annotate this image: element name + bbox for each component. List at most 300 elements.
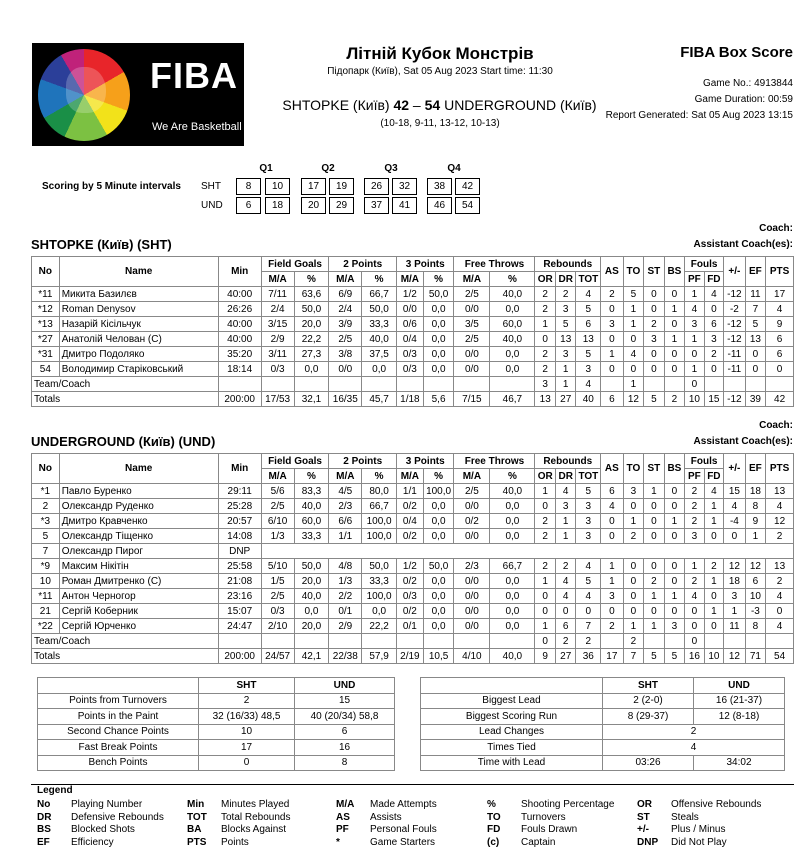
- player-cell: 6: [555, 619, 576, 634]
- player-cell: 1: [745, 529, 766, 544]
- player-cell: 2: [766, 574, 794, 589]
- legend-description: Turnovers: [521, 811, 566, 823]
- player-cell: 0,0: [490, 347, 535, 362]
- player-cell: 5/6: [261, 484, 294, 499]
- team-coach-cell: 3: [535, 377, 556, 392]
- player-cell: 0,0: [423, 604, 454, 619]
- player-cell: 21: [32, 604, 60, 619]
- summary-label: Second Chance Points: [38, 724, 199, 740]
- player-cell: 3: [601, 317, 624, 332]
- player-cell: 4/8: [329, 559, 362, 574]
- player-cell: 0,0: [294, 604, 329, 619]
- player-cell: 3: [724, 589, 746, 604]
- summary-label: Points in the Paint: [38, 709, 199, 725]
- player-cell: 2/5: [454, 484, 490, 499]
- summary-value-away: 16: [295, 740, 395, 756]
- legend-item: [336, 812, 402, 823]
- player-cell: 1/3: [261, 529, 294, 544]
- player-cell: 0: [704, 302, 724, 317]
- summary-row: [38, 740, 395, 756]
- player-cell: 18: [724, 574, 746, 589]
- player-cell: *27: [32, 332, 60, 347]
- player-cell: 0/0: [454, 604, 490, 619]
- player-cell: 2/9: [329, 619, 362, 634]
- col-fouls-header: Fouls: [685, 454, 724, 469]
- totals-cell: 10,5: [423, 649, 454, 664]
- player-name: Максим Нікітін: [59, 559, 218, 574]
- legend-item: [37, 812, 164, 823]
- legend-item: [487, 812, 566, 823]
- player-cell: 2: [685, 574, 704, 589]
- legend-item: [37, 824, 135, 835]
- player-name: Олександр Пирог: [59, 544, 218, 559]
- player-cell: -12: [724, 332, 746, 347]
- legend-title: Legend: [37, 785, 73, 796]
- player-cell: 6: [766, 347, 794, 362]
- player-cell: 0: [644, 347, 665, 362]
- player-cell: 4: [576, 559, 601, 574]
- legend-description: Shooting Percentage: [521, 799, 615, 810]
- player-cell: *12: [32, 302, 60, 317]
- summary-label: Fast Break Points: [38, 740, 199, 756]
- summary-value-home: 03:26: [603, 755, 694, 771]
- player-cell: 3: [704, 332, 724, 347]
- subcol-header: PF: [685, 272, 704, 287]
- player-cell: 4: [623, 347, 644, 362]
- player-cell: 4: [601, 499, 624, 514]
- summary-header-row: [38, 678, 395, 694]
- player-cell: 0: [601, 362, 624, 377]
- summary-value-away: 34:02: [694, 755, 785, 771]
- team-coach-cell: [218, 634, 261, 649]
- assistant-coach-label-away: Assistant Coach(es):: [693, 436, 793, 447]
- col-fouls-header: Fouls: [685, 257, 724, 272]
- player-cell: 2/3: [454, 559, 490, 574]
- totals-cell: 7/15: [454, 392, 490, 407]
- player-cell: 0/3: [261, 362, 294, 377]
- player-cell: 2: [644, 317, 665, 332]
- player-cell: 2: [685, 484, 704, 499]
- player-cell: 1: [623, 317, 644, 332]
- player-row: [32, 574, 794, 589]
- player-cell: 0,0: [423, 529, 454, 544]
- subcol-header: M/A: [397, 469, 424, 484]
- player-cell: 0/6: [397, 317, 424, 332]
- interval-score-cell: 42: [455, 178, 480, 195]
- totals-cell: 10: [704, 649, 724, 664]
- legend-description: Steals: [671, 811, 699, 823]
- player-cell: 0: [601, 302, 624, 317]
- summary-row: [38, 724, 395, 740]
- home-score: 42: [393, 97, 410, 113]
- legend-key: AS: [336, 811, 350, 823]
- player-cell: 3: [555, 347, 576, 362]
- player-cell: 0: [601, 332, 624, 347]
- player-cell: *9: [32, 559, 60, 574]
- report-generated: Report Generated: Sat 05 Aug 2023 13:15: [605, 110, 793, 121]
- legend-item: [187, 812, 291, 823]
- player-cell: 83,3: [294, 484, 329, 499]
- player-cell: 9: [745, 514, 766, 529]
- player-cell: 4: [576, 589, 601, 604]
- player-cell: 60,0: [294, 514, 329, 529]
- player-cell: 6: [576, 317, 601, 332]
- summary-header: UND: [295, 678, 395, 694]
- legend-description: Made Attempts: [370, 799, 437, 810]
- legend-description: Blocked Shots: [71, 824, 135, 835]
- totals-cell: 24/57: [261, 649, 294, 664]
- team-coach-cell: [704, 377, 724, 392]
- player-cell: 1: [644, 589, 665, 604]
- summary-value-away: 6: [295, 724, 395, 740]
- player-cell: 0: [724, 529, 746, 544]
- player-cell: 0,0: [490, 362, 535, 377]
- player-cell: 29:11: [218, 484, 261, 499]
- team-coach-cell: 4: [576, 377, 601, 392]
- player-row: [32, 484, 794, 499]
- player-cell: 3: [576, 499, 601, 514]
- player-cell: 0,0: [423, 619, 454, 634]
- summary-value-home: 8 (29-37): [603, 709, 694, 725]
- legend-description: Plus / Minus: [671, 824, 726, 835]
- totals-cell: 10: [685, 392, 704, 407]
- player-cell: 4: [555, 484, 576, 499]
- player-cell: 23:16: [218, 589, 261, 604]
- team-coach-cell: 2: [555, 634, 576, 649]
- summary-value-away: 16 (21-37): [694, 693, 785, 709]
- player-cell: 60,0: [490, 317, 535, 332]
- player-cell: 0: [644, 559, 665, 574]
- team-coach-cell: [704, 634, 724, 649]
- totals-cell: 17: [601, 649, 624, 664]
- player-cell: 7: [32, 544, 60, 559]
- player-cell: 0,0: [423, 332, 454, 347]
- player-cell: 1: [623, 514, 644, 529]
- summary-label: Time with Lead: [421, 755, 603, 771]
- subcol-header: PF: [685, 469, 704, 484]
- subcol-header: DR: [555, 469, 576, 484]
- player-cell: 0: [664, 604, 685, 619]
- player-cell: 3: [555, 302, 576, 317]
- team-coach-cell: [745, 634, 766, 649]
- team-coach-label: Team/Coach: [32, 377, 219, 392]
- player-cell: 1: [535, 574, 556, 589]
- player-cell: 2: [32, 499, 60, 514]
- summary-value-away: 40 (20/34) 58,8: [295, 709, 395, 725]
- totals-cell: 9: [535, 649, 556, 664]
- player-cell: 0,0: [423, 499, 454, 514]
- player-cell: 0/2: [397, 499, 424, 514]
- player-cell: 0,0: [490, 574, 535, 589]
- player-cell: *31: [32, 347, 60, 362]
- summary-row: [421, 724, 785, 740]
- player-cell: 0/0: [454, 347, 490, 362]
- team-coach-cell: [644, 634, 665, 649]
- player-cell: 1: [644, 619, 665, 634]
- player-cell: 40,0: [294, 589, 329, 604]
- team-coach-cell: 0: [685, 634, 704, 649]
- player-cell: 20,0: [294, 619, 329, 634]
- player-cell: 0: [664, 362, 685, 377]
- player-cell: 11: [724, 619, 746, 634]
- player-cell: 35:20: [218, 347, 261, 362]
- player-row: [32, 302, 794, 317]
- col-min-header: Min: [218, 454, 261, 484]
- player-cell: 0: [685, 619, 704, 634]
- player-cell: 1: [664, 514, 685, 529]
- player-cell: 5: [32, 529, 60, 544]
- totals-cell: 5: [644, 649, 665, 664]
- player-cell: 0: [704, 619, 724, 634]
- player-cell: 0/2: [454, 514, 490, 529]
- subcol-header: M/A: [454, 272, 490, 287]
- player-cell: 2/5: [329, 332, 362, 347]
- subcol-header: OR: [535, 272, 556, 287]
- interval-score-cell: 54: [455, 197, 480, 214]
- legend-key: TO: [487, 811, 501, 823]
- legend-key: PF: [336, 824, 349, 835]
- team-coach-cell: [261, 634, 294, 649]
- subcol-header: M/A: [329, 469, 362, 484]
- player-cell: 0,0: [423, 317, 454, 332]
- player-cell: 0/0: [454, 362, 490, 377]
- interval-score-cell: 41: [392, 197, 417, 214]
- player-cell: 2/10: [261, 619, 294, 634]
- player-cell: 40:00: [218, 287, 261, 302]
- legend-key: TOT: [187, 811, 207, 823]
- player-cell: 11: [745, 287, 766, 302]
- player-name: Дмитро Подоляко: [59, 347, 218, 362]
- subcol-header: FD: [704, 469, 724, 484]
- quarter-label: Q4: [447, 163, 461, 174]
- interval-score-cell: 18: [265, 197, 290, 214]
- summary-row: [421, 709, 785, 725]
- intervals-label: Scoring by 5 Minute intervals: [42, 181, 181, 192]
- player-cell: 25:58: [218, 559, 261, 574]
- logo-tagline: We Are Basketball: [152, 121, 242, 133]
- legend-description: Assists: [370, 811, 402, 823]
- col-fg-header: Field Goals: [261, 454, 329, 469]
- team-coach-cell: [294, 377, 329, 392]
- legend-item: [487, 837, 555, 848]
- player-cell: 1: [664, 302, 685, 317]
- player-cell: 3: [555, 499, 576, 514]
- player-cell: 14:08: [218, 529, 261, 544]
- player-cell: 0: [535, 332, 556, 347]
- player-cell: 80,0: [362, 484, 397, 499]
- summary-row: [421, 755, 785, 771]
- summary-value: 4: [603, 740, 785, 756]
- player-cell: *13: [32, 317, 60, 332]
- player-cell: 0: [766, 604, 794, 619]
- summary-row: [38, 755, 395, 771]
- totals-cell: 36: [576, 649, 601, 664]
- player-cell: 0: [664, 574, 685, 589]
- summary-table-left: [37, 677, 395, 771]
- legend-key: DNP: [637, 836, 659, 848]
- totals-cell: 200:00: [218, 649, 261, 664]
- player-cell: 2/2: [329, 589, 362, 604]
- legend-item: [637, 799, 761, 810]
- player-cell: 5: [745, 317, 766, 332]
- player-cell: 0: [601, 604, 624, 619]
- player-cell: 10: [745, 589, 766, 604]
- legend-description: Offensive Rebounds: [671, 799, 762, 810]
- player-cell: 4: [766, 589, 794, 604]
- player-cell: 0/0: [454, 589, 490, 604]
- player-cell: 6: [704, 317, 724, 332]
- away-team-name: UNDERGROUND (Київ): [444, 97, 597, 113]
- player-cell: 0/0: [454, 619, 490, 634]
- totals-cell: 40,0: [490, 649, 535, 664]
- player-cell: 2: [535, 529, 556, 544]
- col-st-header: ST: [644, 257, 665, 287]
- player-cell: 0: [555, 604, 576, 619]
- summary-label: Bench Points: [38, 755, 199, 771]
- player-cell: 2: [766, 529, 794, 544]
- legend-key: EF: [37, 836, 50, 848]
- player-cell: 4: [576, 287, 601, 302]
- col-name-header: Name: [59, 454, 218, 484]
- summary-header: SHT: [199, 678, 295, 694]
- totals-cell: 39: [745, 392, 766, 407]
- summary-label: Times Tied: [421, 740, 603, 756]
- legend-description: Defensive Rebounds: [71, 811, 164, 823]
- player-cell: 20,0: [294, 317, 329, 332]
- player-cell: 0: [623, 604, 644, 619]
- team-coach-label: Team/Coach: [32, 634, 219, 649]
- player-cell: 0,0: [423, 514, 454, 529]
- player-cell: 6/10: [261, 514, 294, 529]
- player-cell: 1: [555, 529, 576, 544]
- team-coach-cell: [724, 634, 746, 649]
- player-cell: 1: [704, 574, 724, 589]
- interval-score-cell: 19: [329, 178, 354, 195]
- score-line: [248, 97, 631, 113]
- player-cell: 0: [644, 287, 665, 302]
- player-cell: 50,0: [294, 559, 329, 574]
- player-cell: 7: [576, 619, 601, 634]
- player-cell: 4: [704, 484, 724, 499]
- player-row: [32, 529, 794, 544]
- header-row: [32, 454, 794, 469]
- col-bs-header: BS: [664, 257, 685, 287]
- legend-item: [637, 824, 725, 835]
- player-cell: 1/1: [397, 484, 424, 499]
- col-to-header: TO: [623, 454, 644, 484]
- subcol-header: TOT: [576, 469, 601, 484]
- team-coach-cell: [362, 634, 397, 649]
- totals-cell: -12: [724, 392, 746, 407]
- competition-title: Літній Кубок Монстрів: [346, 44, 534, 63]
- player-cell: 2: [555, 559, 576, 574]
- interval-team-code: SHT: [201, 181, 221, 192]
- player-cell: 5: [576, 302, 601, 317]
- player-cell: 3/5: [454, 317, 490, 332]
- player-cell: 0: [664, 484, 685, 499]
- player-cell: -3: [745, 604, 766, 619]
- player-cell: 40,0: [490, 484, 535, 499]
- player-cell: 3: [576, 514, 601, 529]
- player-cell: 4: [685, 589, 704, 604]
- totals-cell: 27: [555, 392, 576, 407]
- player-cell: 37,5: [362, 347, 397, 362]
- player-cell: 100,0: [362, 514, 397, 529]
- quarter-scores: (10-18, 9-11, 13-12, 10-13): [380, 118, 500, 129]
- player-cell: -12: [724, 287, 746, 302]
- player-cell: 0,0: [294, 362, 329, 377]
- legend-key: +/-: [637, 824, 649, 835]
- player-cell: 2: [601, 287, 624, 302]
- player-cell: 0,0: [490, 514, 535, 529]
- interval-score-cell: 32: [392, 178, 417, 195]
- col-st-header: ST: [644, 454, 665, 484]
- player-cell: 12: [745, 559, 766, 574]
- player-row: [32, 604, 794, 619]
- player-name: Сергій Коберник: [59, 604, 218, 619]
- summary-header: SHT: [603, 678, 694, 694]
- totals-cell: 32,1: [294, 392, 329, 407]
- player-cell: 0/0: [329, 362, 362, 377]
- player-row: [32, 332, 794, 347]
- venue-line: Підопарк (Київ), Sat 05 Aug 2023 Start time: 11:30: [327, 66, 553, 77]
- player-cell: 1: [535, 484, 556, 499]
- legend-description: Total Rebounds: [221, 811, 291, 823]
- totals-cell: 4/10: [454, 649, 490, 664]
- totals-cell: 13: [535, 392, 556, 407]
- summary-row: [421, 740, 785, 756]
- player-cell: 0/0: [454, 499, 490, 514]
- player-cell: 0: [644, 302, 665, 317]
- legend-item: [336, 824, 437, 835]
- report-title: FIBA Box Score: [680, 44, 793, 61]
- player-cell: 3: [644, 332, 665, 347]
- player-cell: 1: [535, 317, 556, 332]
- player-cell: 0: [664, 347, 685, 362]
- team-coach-cell: 1: [623, 377, 644, 392]
- player-cell: 17: [766, 287, 794, 302]
- player-cell: 21:08: [218, 574, 261, 589]
- player-row: [32, 499, 794, 514]
- player-cell: 33,3: [362, 574, 397, 589]
- totals-cell: 5: [664, 649, 685, 664]
- player-cell: 0: [745, 347, 766, 362]
- summary-value-away: 8: [295, 755, 395, 771]
- legend-description: Points: [221, 836, 249, 848]
- totals-cell: 1/18: [397, 392, 424, 407]
- player-cell: 6: [601, 484, 624, 499]
- team-coach-cell: 2: [576, 634, 601, 649]
- player-cell: 0: [623, 559, 644, 574]
- logo-brand: FIBA: [150, 55, 238, 96]
- box-score-table-away: [31, 453, 794, 664]
- player-cell: 13: [576, 332, 601, 347]
- player-cell: 0: [644, 499, 665, 514]
- team-coach-cell: [329, 377, 362, 392]
- player-cell: *11: [32, 589, 60, 604]
- summary-row: [38, 709, 395, 725]
- subcol-header: M/A: [261, 469, 294, 484]
- player-cell: 0/3: [261, 604, 294, 619]
- col-ef-header: EF: [745, 257, 766, 287]
- player-cell: 0: [623, 499, 644, 514]
- player-cell: 3/9: [329, 317, 362, 332]
- player-cell: 24:47: [218, 619, 261, 634]
- team-coach-cell: [490, 634, 535, 649]
- home-team-name: SHTOPKE (Київ): [282, 97, 390, 113]
- player-cell: 0: [745, 362, 766, 377]
- player-row: [32, 544, 794, 559]
